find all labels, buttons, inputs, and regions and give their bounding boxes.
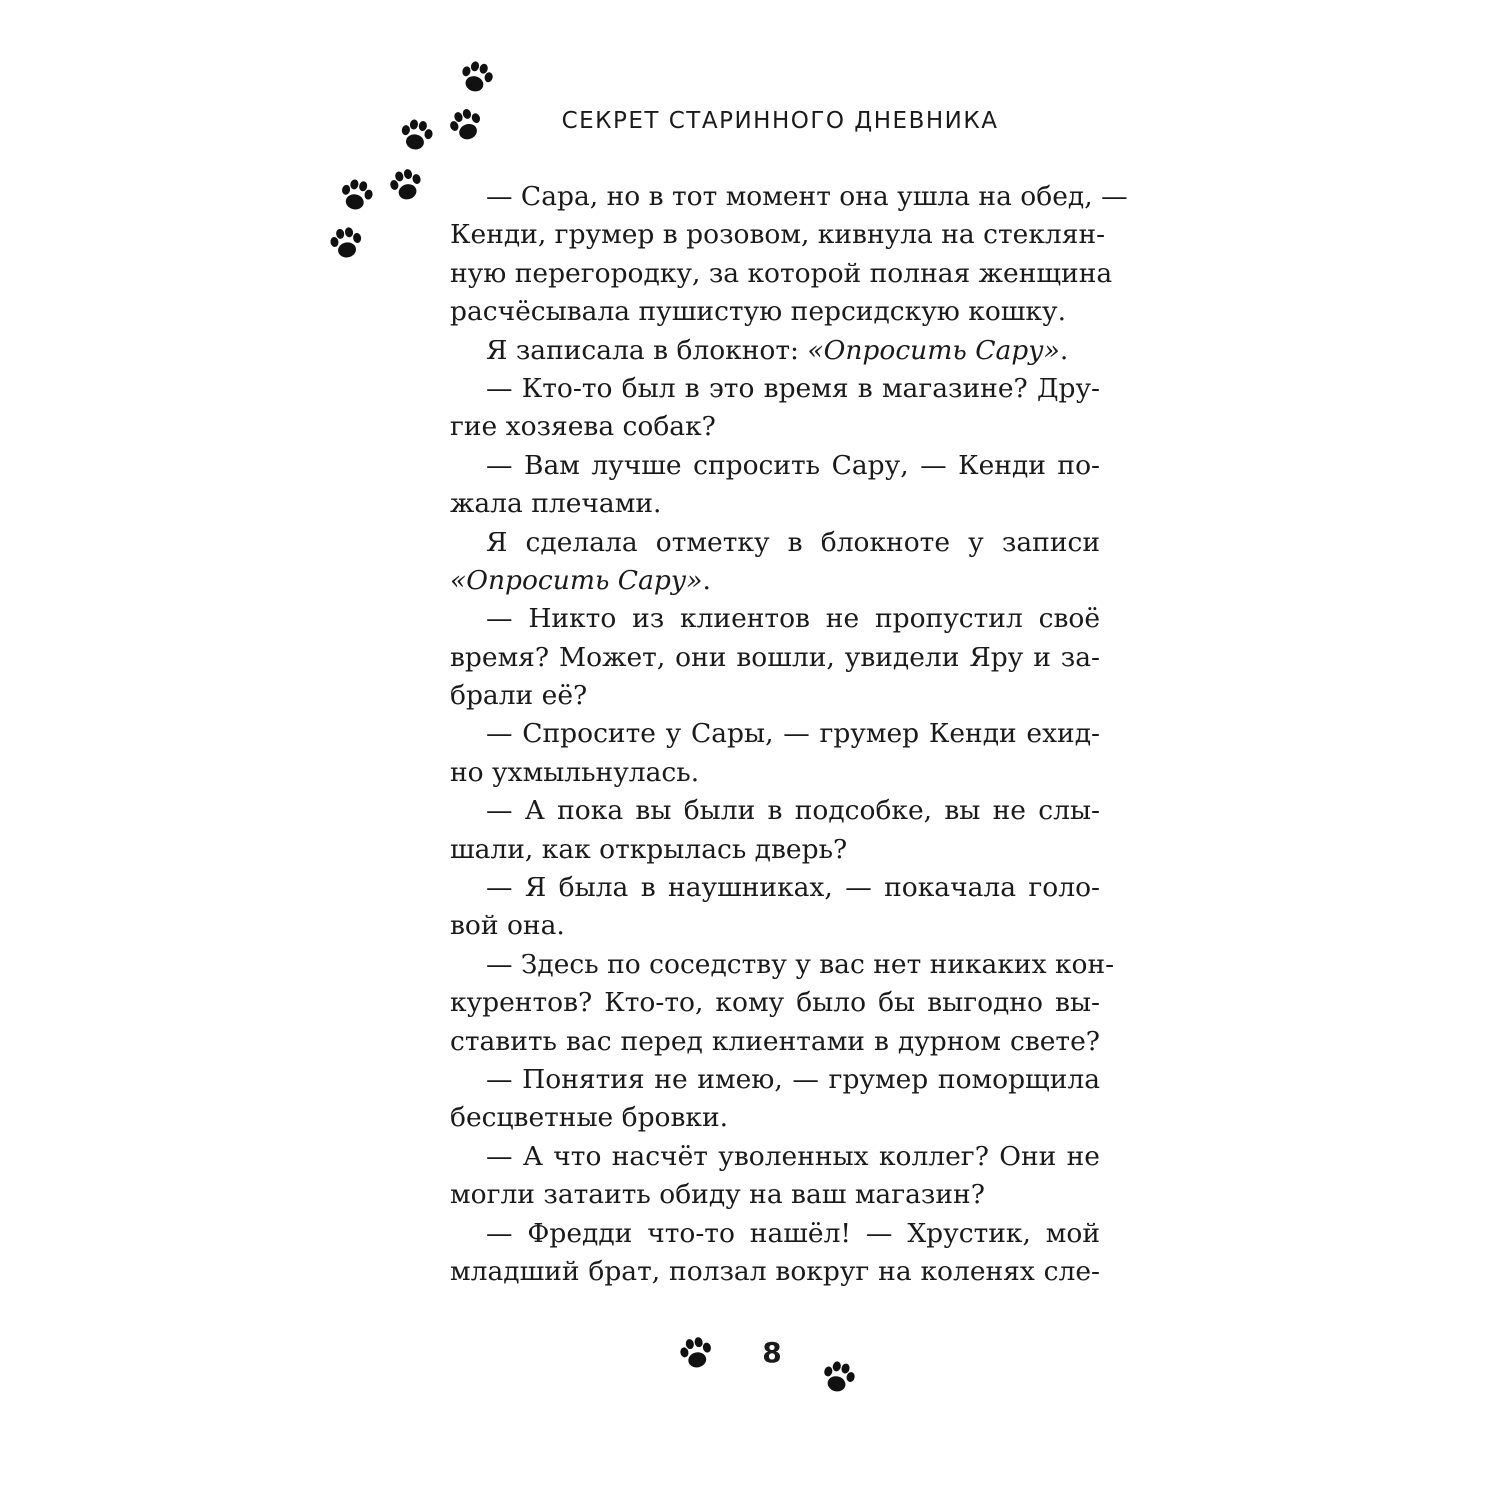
- text-line: Я сделала отметку в блокноте у записи: [486, 526, 1100, 558]
- text-line: [450, 562, 1100, 600]
- running-title: СЕКРЕТ СТАРИННОГО ДНЕВНИКА: [561, 108, 999, 134]
- text-line: жала плечами.: [450, 488, 662, 520]
- text-segment: Я записала в блокнот:: [486, 334, 808, 366]
- text-line: ную перегородку, за которой полная женщина: [450, 257, 1113, 289]
- text-segment: .: [702, 564, 711, 596]
- italic-text: «Опросить Сару»: [450, 564, 703, 596]
- text-line: — А что насчёт уволенных коллег? Они не: [486, 1140, 1100, 1172]
- paw-print-icon: [393, 113, 439, 159]
- text-line: расчёсывала пушистую персидскую кошку.: [450, 296, 1067, 328]
- text-line: — А пока вы были в подсобке, вы не слы-: [486, 795, 1100, 827]
- text-segment: .: [1059, 334, 1069, 366]
- text-line: время? Может, они вошли, увидели Яру и за-: [450, 641, 1100, 673]
- text-line: курентов? Кто-то, кому было бы выгодно вы-: [450, 987, 1100, 1019]
- text-line: — Спросите у Сары, — грумер Кенди ехид-: [486, 718, 1100, 750]
- text-line: шали, как открылась дверь?: [450, 833, 848, 865]
- text-line: вой она.: [450, 910, 565, 942]
- paw-print-icon: [332, 172, 379, 219]
- text-line: — Понятия не имею, — грумер поморщила: [486, 1063, 1100, 1095]
- text-line: — Я была в наушниках, — покачала голо-: [486, 872, 1100, 904]
- italic-text: «Опросить Сару»: [807, 334, 1060, 366]
- paw-print-icon: [323, 221, 369, 267]
- text-line: младший брат, ползал вокруг на коленях сле-: [450, 1255, 1100, 1287]
- body-text: [450, 178, 1128, 1291]
- text-line: — Кто-то был в это время в магазине? Дру-: [486, 372, 1100, 404]
- text-line: но ухмыльнулась.: [450, 756, 700, 788]
- text-line: могли затаить обиду на ваш магазин?: [450, 1179, 985, 1211]
- text-line: — Сара, но в тот момент она ушла на обед, —: [486, 181, 1128, 212]
- text-line: Кенди, грумер в розовом, кивнула на стеклян-: [450, 219, 1106, 251]
- paw-print-icon: [440, 100, 491, 151]
- text-line: — Никто из клиентов не пропустил своё: [486, 603, 1100, 635]
- text-line: [450, 332, 1100, 370]
- text-line: — Вам лучше спросить Сару, — Кенди по-: [486, 449, 1100, 481]
- text-line: — Здесь по соседству у вас нет никаких кон-: [486, 948, 1115, 980]
- paw-print-icon: [452, 54, 501, 103]
- page-number: 8: [762, 1336, 782, 1369]
- text-line: брали её?: [450, 680, 588, 712]
- text-line: бесцветные бровки.: [450, 1102, 729, 1134]
- paw-print-icon: [382, 162, 431, 211]
- text-line: — Фредди что-то нашёл! — Хрустик, мой: [486, 1217, 1100, 1249]
- paw-print-icon: [814, 1354, 862, 1402]
- text-line: гие хозяева собак?: [450, 411, 716, 443]
- text-line: ставить вас перед клиентами в дурном свете?: [450, 1025, 1100, 1057]
- paw-print-icon: [672, 1330, 719, 1377]
